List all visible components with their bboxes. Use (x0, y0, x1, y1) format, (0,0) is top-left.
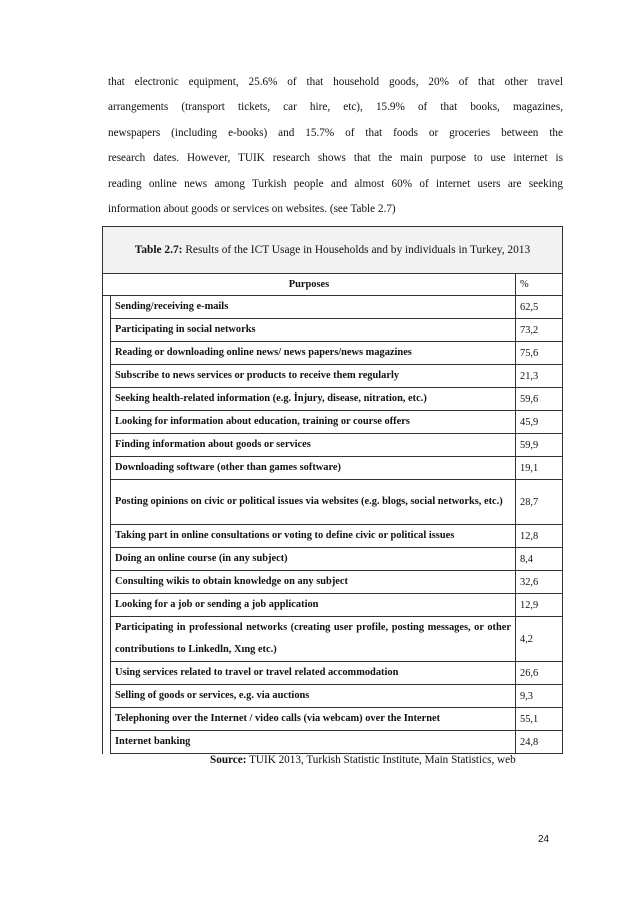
purpose-cell: Looking for information about education, training or course offers (111, 411, 516, 434)
row-gutter (103, 685, 111, 708)
percent-cell: 19,1 (516, 457, 563, 480)
percent-cell: 75,6 (516, 342, 563, 365)
purpose-cell: Participating in professional networks (creating user profile, posting messages, or other contributions to Linkedln, Xıng etc.) (111, 617, 516, 662)
table-row (103, 617, 563, 662)
row-gutter (103, 525, 111, 548)
purpose-cell: Telephoning over the Internet / video calls (via webcam) over the Internet (111, 708, 516, 731)
paragraph-line: research dates. However, TUIK research shows that the main purpose to use internet is (108, 152, 563, 165)
header-percent: % (516, 274, 563, 296)
row-gutter (103, 662, 111, 685)
row-gutter (103, 708, 111, 731)
table-caption-text: Results of the ICT Usage in Households and by individuals in Turkey, 2013 (182, 244, 531, 256)
table-row (103, 685, 563, 708)
purpose-cell: Using services related to travel or travel related accommodation (111, 662, 516, 685)
purpose-cell: Finding information about goods or services (111, 434, 516, 457)
purpose-cell: Doing an online course (in any subject) (111, 548, 516, 571)
row-gutter (103, 571, 111, 594)
table-source (210, 754, 516, 766)
table-caption-label: Table 2.7: (134, 244, 183, 256)
purpose-cell: Participating in social networks (111, 319, 516, 342)
purpose-cell: Consulting wikis to obtain knowledge on any subject (111, 571, 516, 594)
row-gutter (103, 617, 111, 662)
table-header-row (103, 274, 563, 296)
purpose-cell: Downloading software (other than games software) (111, 457, 516, 480)
table-caption (103, 227, 563, 274)
purpose-cell: Taking part in online consultations or voting to define civic or political issues (111, 525, 516, 548)
table-row (103, 708, 563, 731)
paragraph-line: that electronic equipment, 25.6% of that household goods, 20% of that other travel (108, 76, 563, 88)
header-purposes: Purposes (103, 274, 516, 296)
body-paragraph (108, 70, 563, 222)
percent-cell: 21,3 (516, 365, 563, 388)
purpose-cell: Looking for a job or sending a job application (111, 594, 516, 617)
table-row (103, 571, 563, 594)
purpose-cell: Posting opinions on civic or political issues via websites (e.g. blogs, social networks, etc.) (111, 480, 516, 525)
purpose-cell: Seeking health-related information (e.g. İnjury, disease, nitration, etc.) (111, 388, 516, 411)
row-gutter (103, 434, 111, 457)
table-row (103, 594, 563, 617)
row-gutter (103, 296, 111, 319)
row-gutter (103, 411, 111, 434)
table-row (103, 525, 563, 548)
page-number: 24 (538, 834, 550, 845)
paragraph-line: reading online news among Turkish people and almost 60% of internet users are seeking (108, 177, 563, 190)
row-gutter (103, 594, 111, 617)
percent-cell: 32,6 (516, 571, 563, 594)
percent-cell: 62,5 (516, 296, 563, 319)
percent-cell: 12,9 (516, 594, 563, 617)
table-row (103, 319, 563, 342)
paragraph-line: newspapers (including e-books) and 15.7% of that foods or groceries between the (108, 126, 563, 139)
paragraph-line: information about goods or services on websites. (see Table 2.7) (108, 203, 396, 216)
paragraph-line: arrangements (transport tickets, car hire, etc), 15.9% of that books, magazines, (108, 101, 563, 114)
percent-cell: 59,6 (516, 388, 563, 411)
percent-cell: 12,8 (516, 525, 563, 548)
percent-cell: 9,3 (516, 685, 563, 708)
percent-cell: 28,7 (516, 480, 563, 525)
table-caption-row (103, 227, 563, 274)
percent-cell: 26,6 (516, 662, 563, 685)
row-gutter (103, 548, 111, 571)
table-row (103, 342, 563, 365)
row-gutter (103, 731, 111, 754)
row-gutter (103, 480, 111, 525)
table-row (103, 365, 563, 388)
percent-cell: 59,9 (516, 434, 563, 457)
ict-usage-table (102, 226, 563, 754)
percent-cell: 73,2 (516, 319, 563, 342)
table-row (103, 411, 563, 434)
purpose-cell: Selling of goods or services, e.g. via auctions (111, 685, 516, 708)
table-row (103, 388, 563, 411)
row-gutter (103, 388, 111, 411)
source-label: Source: (210, 754, 247, 766)
row-gutter (103, 457, 111, 480)
percent-cell: 4,2 (516, 617, 563, 662)
table-row (103, 296, 563, 319)
percent-cell: 24,8 (516, 731, 563, 754)
percent-cell: 8,4 (516, 548, 563, 571)
table-row (103, 662, 563, 685)
purpose-cell: Sending/receiving e-mails (111, 296, 516, 319)
percent-cell: 55,1 (516, 708, 563, 731)
table-row (103, 457, 563, 480)
purpose-cell: Internet banking (111, 731, 516, 754)
table-row (103, 548, 563, 571)
row-gutter (103, 342, 111, 365)
row-gutter (103, 319, 111, 342)
table-row (103, 731, 563, 754)
source-text: TUIK 2013, Turkish Statistic Institute, Main Statistics, web (246, 754, 516, 766)
row-gutter (103, 365, 111, 388)
purpose-cell: Subscribe to news services or products to receive them regularly (111, 365, 516, 388)
table-row (103, 480, 563, 525)
table-row (103, 434, 563, 457)
percent-cell: 45,9 (516, 411, 563, 434)
purpose-cell: Reading or downloading online news/ news papers/news magazines (111, 342, 516, 365)
